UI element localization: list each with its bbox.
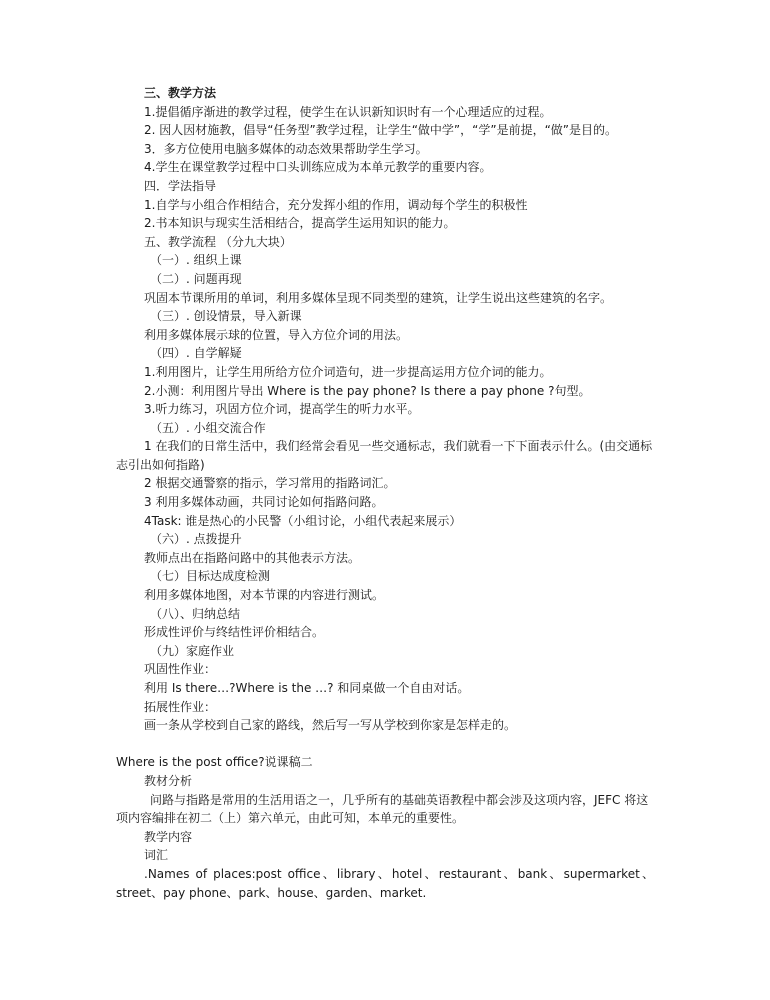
homework-text: 利用 Is there…?Where is the …? 和同桌做一个自由对话。 bbox=[144, 681, 470, 695]
homework-text: 画一条从学校到自己家的路线，然后写一写从学校到你家是怎样走的。 bbox=[144, 718, 517, 733]
section-heading-teaching-content: 教学内容 bbox=[144, 829, 193, 844]
process-step-text: 利用多媒体地图，对本节课的内容进行测试。 bbox=[144, 588, 385, 603]
process-step-text: 教师点出在指路问路中的其他表示方法。 bbox=[144, 550, 361, 565]
guidance-item: 1.自学与小组合作相结合，充分发挥小组的作用，调动每个学生的积极性 bbox=[144, 197, 528, 212]
process-step-title: （七）目标达成度检测 bbox=[150, 569, 271, 584]
material-analysis-paragraph: 问路与指路是常用的生活用语之一，几乎所有的基础英语教程中都会涉及这项内容，JEFC 将这项内容编排在初二（上）第六单元，由此可知，本单元的重要性。 bbox=[116, 792, 649, 826]
method-item: 1.提倡循序渐进的教学过程，使学生在认识新知识时有一个心理适应的过程。 bbox=[144, 104, 552, 119]
section-heading-teaching-methods: 三、教学方法 bbox=[144, 86, 217, 100]
process-step-text: 1 在我们的日常生活中，我们经常会看见一些交通标志，我们就看一下下面表示什么。(由交通标志引出如何指路) bbox=[116, 439, 653, 472]
process-step-title: （五）. 小组交流合作 bbox=[150, 420, 266, 435]
document-body bbox=[116, 84, 654, 902]
homework-label: 拓展性作业： bbox=[144, 699, 217, 714]
process-step-text: 2.小测：利用图片导出 Where is the pay phone? Is there a pay phone ?句型。 bbox=[144, 383, 591, 398]
process-step-text: 利用多媒体展示球的位置，导入方位介词的用法。 bbox=[144, 327, 409, 342]
guidance-item: 2.书本知识与现实生活相结合，提高学生运用知识的能力。 bbox=[144, 216, 456, 231]
vocabulary-line: .Names of places:post office、library、hotel、restaurant、bank、supermarket、 bbox=[144, 866, 654, 881]
method-item: 3．多方位使用电脑多媒体的动态效果帮助学生学习。 bbox=[144, 141, 428, 156]
method-item: 2. 因人因材施教，倡导“任务型”教学过程，让学生“做中学”，“学”是前提，“做”是目的。 bbox=[144, 123, 618, 138]
section-heading-teaching-process: 五、教学流程 （分九大块） bbox=[144, 234, 292, 249]
method-item: 4.学生在课堂教学过程中口头训练应成为本单元教学的重要内容。 bbox=[144, 160, 492, 175]
process-step-title: （二）. 问题再现 bbox=[150, 271, 242, 286]
section-heading-vocabulary: 词汇 bbox=[144, 848, 169, 863]
process-step-title: （三）. 创设情景，导入新课 bbox=[150, 309, 302, 324]
section-heading-material-analysis: 教材分析 bbox=[144, 773, 193, 788]
vocabulary-line: street、pay phone、park、house、garden、market. bbox=[116, 885, 427, 900]
section-heading-learning-guidance: 四．学法指导 bbox=[144, 178, 217, 193]
process-step-title: （九）家庭作业 bbox=[150, 643, 235, 658]
homework-label: 巩固性作业： bbox=[144, 662, 217, 677]
process-step-text: 巩固本节课所用的单词，利用多媒体呈现不同类型的建筑，让学生说出这些建筑的名字。 bbox=[144, 290, 613, 305]
process-step-text: 形成性评价与终结性评价相结合。 bbox=[144, 625, 325, 640]
process-step-text: 3.听力练习，巩固方位介词，提高学生的听力水平。 bbox=[144, 402, 420, 417]
process-step-text: 1.利用图片，让学生用所给方位介词造句，进一步提高运用方位介词的能力。 bbox=[144, 364, 552, 379]
paragraph-gap bbox=[116, 735, 654, 754]
process-step-title: （八）、归纳总结 bbox=[150, 606, 241, 621]
process-step-title: （一）. 组织上课 bbox=[150, 253, 242, 268]
process-step-text: 4Task: 谁是热心的小民警（小组讨论，小组代表起来展示） bbox=[144, 513, 462, 528]
process-step-title: （六）. 点拨提升 bbox=[150, 532, 242, 547]
process-step-text: 2 根据交通警察的指示，学习常用的指路词汇。 bbox=[144, 476, 396, 491]
process-step-title: （四）. 自学解疑 bbox=[150, 346, 242, 361]
second-document-title: Where is the post office?说课稿二 bbox=[116, 755, 313, 770]
process-step-text: 3 利用多媒体动画，共同讨论如何指路问路。 bbox=[144, 495, 384, 510]
